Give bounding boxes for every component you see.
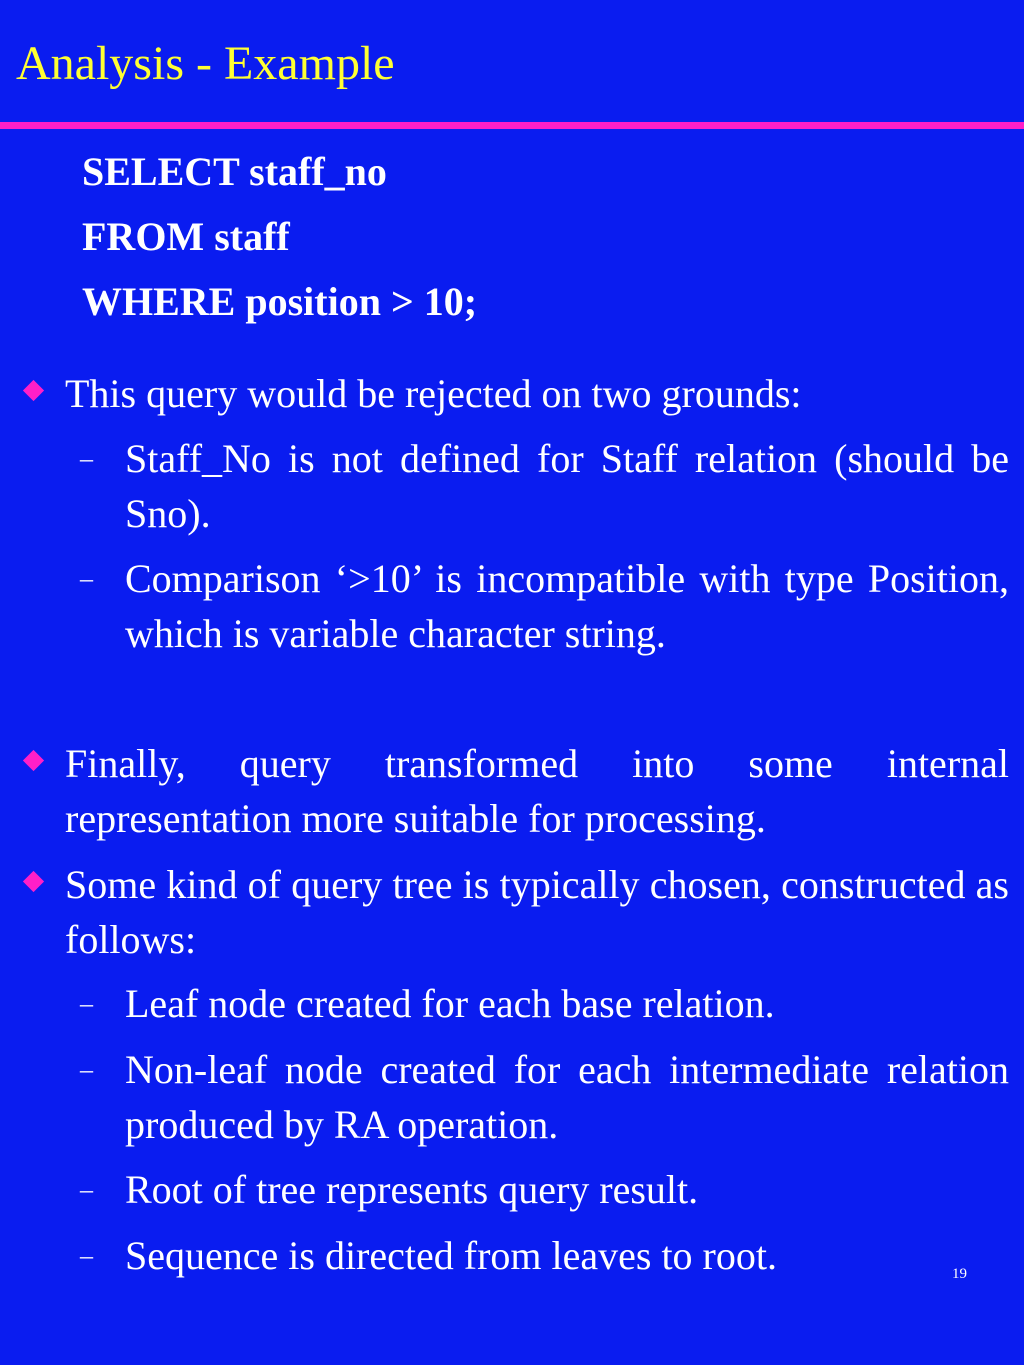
sub-bullet-text: Staff_No is not defined for Staff relation (should be Sno).: [125, 436, 1009, 536]
bullet-item: [14, 857, 1009, 967]
title-divider: [0, 122, 1024, 129]
slide-title: Analysis - Example: [16, 37, 395, 90]
diamond-bullet-icon: [23, 871, 44, 892]
diamond-bullet-icon: [23, 380, 44, 401]
dash-bullet-icon: –: [80, 1175, 93, 1204]
dash-bullet-icon: –: [80, 1055, 93, 1084]
sql-from-line: FROM staff: [82, 214, 290, 259]
bullet-item: [14, 366, 1009, 421]
bullet-text: This query would be rejected on two grounds:: [65, 371, 802, 416]
sub-bullet-item: [80, 431, 1009, 541]
sub-bullet-text: Sequence is directed from leaves to root.: [125, 1233, 777, 1278]
sql-select-line: SELECT staff_no: [82, 149, 387, 194]
sub-bullet-item: [80, 551, 1009, 661]
bullet-item: [14, 736, 1009, 846]
sub-bullet-item: [80, 976, 1009, 1031]
sub-bullet-text: Leaf node created for each base relation.: [125, 981, 775, 1026]
page-number: 19: [952, 1266, 967, 1282]
dash-bullet-icon: –: [80, 564, 93, 593]
dash-bullet-icon: –: [80, 1241, 93, 1270]
sql-where-line: WHERE position > 10;: [82, 279, 478, 324]
dash-bullet-icon: –: [80, 444, 93, 473]
sub-bullet-item: [80, 1228, 1009, 1283]
bullet-text: Some kind of query tree is typically chosen, constructed as follows:: [65, 862, 1009, 962]
dash-bullet-icon: –: [80, 989, 93, 1018]
sub-bullet-item: [80, 1162, 1009, 1217]
bullet-text: Finally, query transformed into some internal representation more suitable for processing.: [65, 741, 1009, 841]
sub-bullet-text: Non-leaf node created for each intermediate relation produced by RA operation.: [125, 1047, 1009, 1147]
sub-bullet-text: Comparison ‘>10’ is incompatible with type Position, which is variable character string.: [125, 556, 1009, 656]
sub-bullet-text: Root of tree represents query result.: [125, 1167, 699, 1212]
sub-bullet-item: [80, 1042, 1009, 1152]
diamond-bullet-icon: [23, 750, 44, 771]
